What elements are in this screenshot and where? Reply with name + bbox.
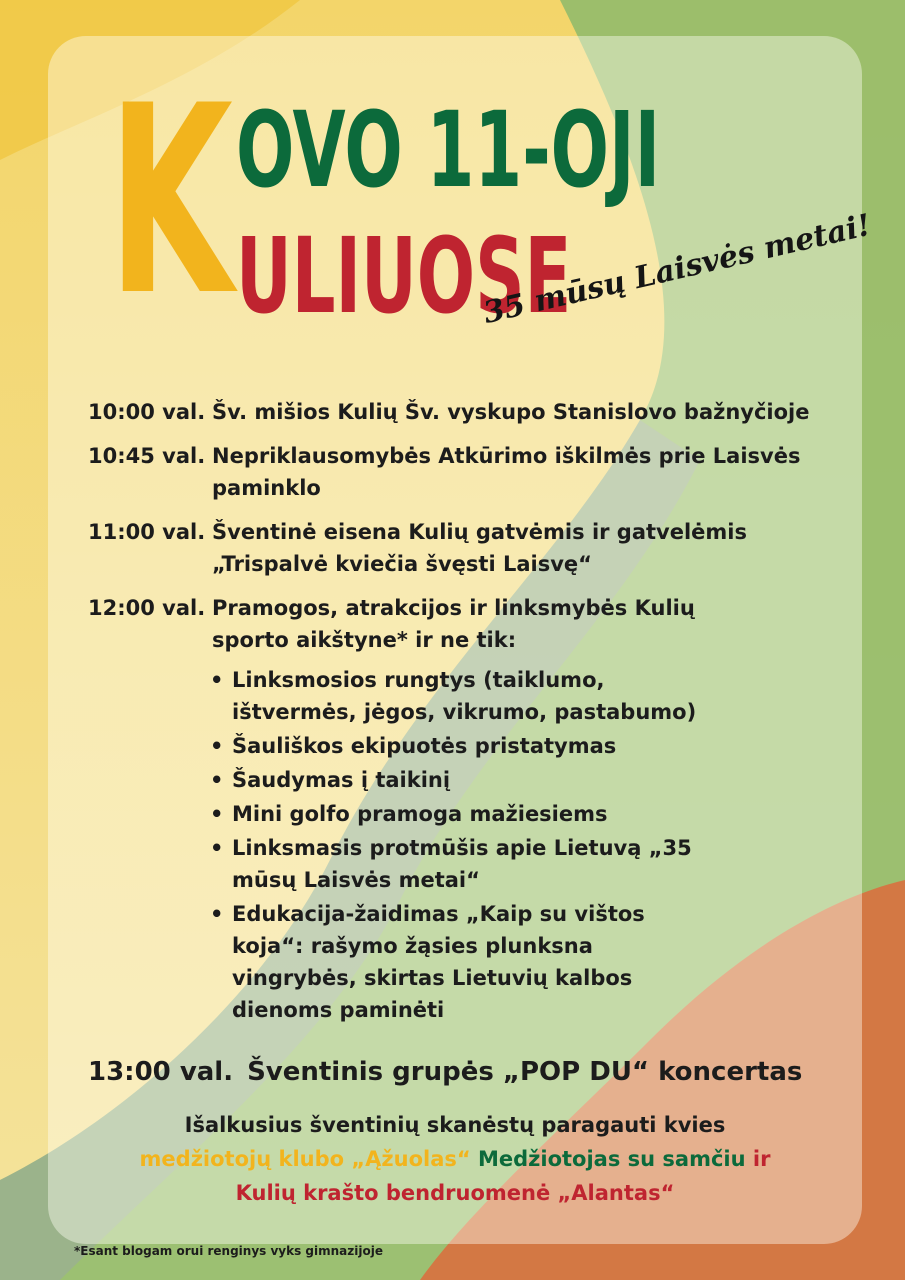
- slogan: 35 mūsų Laisvės metai!: [480, 207, 875, 331]
- schedule-row: [88, 592, 868, 656]
- list-item: [208, 832, 728, 896]
- title-line-1: OVO 11-OJI: [236, 89, 661, 211]
- activity-text: Linksmosios rungtys (taiklumo, ištvermės, jėgos, vikrumo, pastabumo): [232, 668, 697, 724]
- hunting-club-name: medžiotojų klubo „Ąžuolas“: [139, 1147, 471, 1171]
- activity-text: Šaudymas į taikinį: [232, 768, 451, 792]
- invite-line-2: [48, 1142, 862, 1176]
- concert-description: Šventinis grupės „POP DU“ koncertas: [247, 1057, 803, 1087]
- schedule: [88, 396, 868, 668]
- activity-text: Mini golfo pramoga mažiesiems: [232, 802, 608, 826]
- bullet-icon: •: [210, 802, 224, 826]
- title-line-2: ULIUOSE: [236, 215, 572, 337]
- community-name: Kulių krašto bendruomenė „Alantas“: [235, 1181, 675, 1205]
- hunter-name: Medžiotojas su samčiu: [478, 1147, 746, 1171]
- invite-line-1: Išalkusius šventinių skanėstų paragauti kvies: [184, 1113, 726, 1137]
- schedule-time: 12:00 val.: [88, 596, 206, 620]
- conjunction: ir: [752, 1147, 771, 1171]
- activity-list: [208, 664, 728, 1028]
- bullet-icon: •: [210, 734, 224, 758]
- schedule-row: [88, 440, 868, 504]
- concert-time: 13:00 val.: [88, 1057, 234, 1087]
- list-item: [208, 664, 728, 728]
- bullet-icon: •: [210, 768, 224, 792]
- invitation: [48, 1108, 862, 1210]
- bullet-icon: •: [210, 902, 224, 926]
- bullet-icon: •: [210, 668, 224, 692]
- concert-row: [88, 1052, 802, 1092]
- schedule-description: Šventinė eisena Kulių gatvėmis ir gatvelėmis „Trispalvė kviečia švęsti Laisvę“: [212, 520, 747, 576]
- activity-text: Šauliškos ekipuotės pristatymas: [232, 734, 617, 758]
- bullet-icon: •: [210, 836, 224, 860]
- schedule-description: Pramogos, atrakcijos ir linksmybės Kulių sporto aikštyne* ir ne tik:: [212, 596, 695, 652]
- list-item: [208, 798, 728, 830]
- schedule-row: [88, 396, 868, 428]
- activity-text: Edukacija-žaidimas „Kaip su vištos koja“: rašymo žąsies plunksna vingrybės, skirtas Lietuvių kalbos dienoms paminėti: [232, 902, 645, 1022]
- big-letter-k: K: [108, 51, 233, 353]
- activity-text: Linksmasis protmūšis apie Lietuvą „35 mūsų Laisvės metai“: [232, 836, 692, 892]
- list-item: [208, 898, 728, 1026]
- schedule-row: [88, 516, 868, 580]
- schedule-time: 10:45 val.: [88, 444, 206, 468]
- schedule-description: Šv. mišios Kulių Šv. vyskupo Stanislovo bažnyčioje: [212, 400, 810, 424]
- list-item: [208, 764, 728, 796]
- schedule-description: Nepriklausomybės Atkūrimo iškilmės prie Laisvės paminklo: [212, 444, 801, 500]
- schedule-time: 11:00 val.: [88, 520, 206, 544]
- schedule-time: 10:00 val.: [88, 400, 206, 424]
- list-item: [208, 730, 728, 762]
- footnote: *Esant blogam orui renginys vyks gimnazijoje: [74, 1244, 383, 1258]
